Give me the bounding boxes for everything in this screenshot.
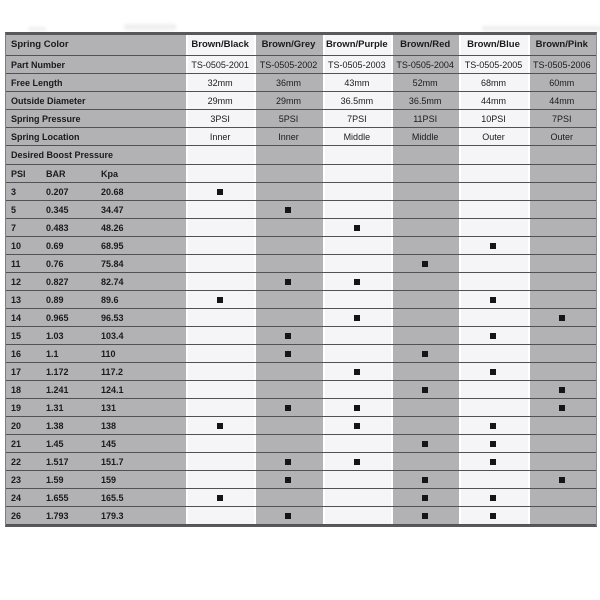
boost-mark-square [559,387,565,393]
kpa-value: 117.2 [96,363,186,381]
mark-cell [528,291,596,309]
mark-cell [391,399,459,417]
mark-cell [528,255,596,273]
spec-value: 7PSI [528,110,596,128]
mark-cell [186,327,254,345]
bar-value: 1.655 [41,489,96,507]
spec-value: 29mm [254,92,322,110]
boost-row-5psi [6,201,596,219]
mark-cell [254,309,322,327]
mark-cell [391,309,459,327]
mark-cell [391,273,459,291]
spec-value: 43mm [323,74,391,92]
spec-value: TS-0505-2001 [186,56,254,74]
empty-cell [459,146,527,165]
mark-cell [323,309,391,327]
kpa-value: 124.1 [96,381,186,399]
boost-mark-square [490,333,496,339]
boost-row-20psi [6,417,596,435]
bar-value: 0.345 [41,201,96,219]
mark-cell [391,183,459,201]
column-header-brown-black: Brown/Black [186,35,254,56]
kpa-value: 75.84 [96,255,186,273]
psi-value: 13 [6,291,41,309]
mark-cell [186,417,254,435]
spec-value: Outer [528,128,596,146]
boost-mark-square [285,279,291,285]
mark-cell [254,291,322,309]
bar-value: 1.45 [41,435,96,453]
spec-row-part-number [6,56,596,74]
psi-value: 5 [6,201,41,219]
mark-cell [186,453,254,471]
spec-value: TS-0505-2002 [254,56,322,74]
mark-cell [391,471,459,489]
psi-value: 12 [6,273,41,291]
mark-cell [528,489,596,507]
spec-value: Middle [323,128,391,146]
mark-cell [323,273,391,291]
boost-mark-square [422,441,428,447]
kpa-value: 145 [96,435,186,453]
mark-cell [186,291,254,309]
bar-value: 1.1 [41,345,96,363]
boost-mark-square [559,477,565,483]
spec-value: 60mm [528,74,596,92]
mark-cell [391,201,459,219]
psi-value: 21 [6,435,41,453]
mark-cell [528,363,596,381]
mark-cell [528,435,596,453]
mark-cell [528,183,596,201]
psi-value: 14 [6,309,41,327]
spec-value: 10PSI [459,110,527,128]
mark-cell [459,435,527,453]
empty-cell [391,146,459,165]
row-label-outside-diameter: Outside Diameter [6,92,186,110]
mark-cell [528,309,596,327]
unit-header-bar: BAR [41,165,96,183]
kpa-value: 179.3 [96,507,186,525]
mark-cell [254,399,322,417]
bar-value: 1.241 [41,381,96,399]
boost-mark-square [490,495,496,501]
mark-cell [186,381,254,399]
spec-row-spring-location [6,128,596,146]
boost-row-18psi [6,381,596,399]
mark-cell [186,399,254,417]
spec-value: Inner [254,128,322,146]
bar-value: 0.965 [41,309,96,327]
mark-cell [528,453,596,471]
desired-boost-pressure-label: Desired Boost Pressure [6,146,186,165]
empty-cell [254,165,322,183]
spec-row-outside-diameter [6,92,596,110]
empty-cell [459,165,527,183]
mark-cell [459,183,527,201]
mark-cell [528,345,596,363]
boost-mark-square [217,297,223,303]
boost-row-10psi [6,237,596,255]
boost-mark-square [354,225,360,231]
psi-value: 11 [6,255,41,273]
bar-value: 1.38 [41,417,96,435]
boost-mark-square [490,423,496,429]
boost-row-24psi [6,489,596,507]
mark-cell [459,219,527,237]
mark-cell [254,363,322,381]
spec-value: 44mm [528,92,596,110]
bar-value: 0.76 [41,255,96,273]
mark-cell [323,237,391,255]
spec-value: 36mm [254,74,322,92]
bar-value: 1.03 [41,327,96,345]
boost-mark-square [354,423,360,429]
spec-value: Middle [391,128,459,146]
psi-value: 23 [6,471,41,489]
boost-mark-square [490,243,496,249]
spec-value: TS-0505-2005 [459,56,527,74]
mark-cell [323,345,391,363]
boost-mark-square [285,405,291,411]
boost-mark-square [422,495,428,501]
bar-value: 0.483 [41,219,96,237]
psi-value: 15 [6,327,41,345]
mark-cell [391,255,459,273]
mark-cell [528,399,596,417]
mark-cell [459,291,527,309]
psi-value: 7 [6,219,41,237]
mark-cell [391,507,459,525]
column-header-brown-pink: Brown/Pink [528,35,596,56]
mark-cell [391,363,459,381]
mark-cell [323,417,391,435]
boost-row-7psi [6,219,596,237]
mark-cell [528,381,596,399]
mark-cell [323,363,391,381]
mark-cell [459,327,527,345]
empty-cell [528,146,596,165]
boost-mark-square [422,261,428,267]
mark-cell [459,489,527,507]
mark-cell [528,471,596,489]
boost-mark-square [354,405,360,411]
spec-value: 36.5mm [391,92,459,110]
bar-value: 1.172 [41,363,96,381]
mark-cell [254,201,322,219]
mark-cell [459,309,527,327]
spec-value: 29mm [186,92,254,110]
mark-cell [254,381,322,399]
boost-row-14psi [6,309,596,327]
empty-cell [391,165,459,183]
mark-cell [186,237,254,255]
mark-cell [186,507,254,525]
boost-row-13psi [6,291,596,309]
boost-mark-square [559,405,565,411]
mark-cell [323,381,391,399]
mark-cell [391,327,459,345]
empty-cell [323,146,391,165]
kpa-value: 165.5 [96,489,186,507]
mark-cell [528,273,596,291]
bar-value: 1.517 [41,453,96,471]
mark-cell [459,363,527,381]
boost-mark-square [422,387,428,393]
boost-mark-square [354,369,360,375]
kpa-value: 110 [96,345,186,363]
boost-mark-square [422,477,428,483]
kpa-value: 20.68 [96,183,186,201]
boost-row-15psi [6,327,596,345]
boost-mark-square [490,513,496,519]
boost-mark-square [422,513,428,519]
psi-value: 24 [6,489,41,507]
boost-mark-square [217,495,223,501]
spec-value: Outer [459,128,527,146]
mark-cell [254,183,322,201]
scan-smudge [28,27,46,31]
boost-mark-square [285,459,291,465]
boost-mark-square [490,441,496,447]
mark-cell [323,327,391,345]
mark-cell [254,255,322,273]
mark-cell [254,237,322,255]
kpa-value: 34.47 [96,201,186,219]
spec-value: Inner [186,128,254,146]
mark-cell [391,345,459,363]
boost-mark-square [354,315,360,321]
row-label-free-length: Free Length [6,74,186,92]
empty-cell [254,146,322,165]
mark-cell [459,399,527,417]
psi-value: 19 [6,399,41,417]
kpa-value: 96.53 [96,309,186,327]
bar-value: 1.59 [41,471,96,489]
spec-value: 68mm [459,74,527,92]
row-label-spring-location: Spring Location [6,128,186,146]
column-header-brown-blue: Brown/Blue [459,35,527,56]
mark-cell [391,291,459,309]
mark-cell [323,255,391,273]
mark-cell [528,417,596,435]
boost-row-22psi [6,453,596,471]
mark-cell [254,327,322,345]
boost-mark-square [285,477,291,483]
mark-cell [254,471,322,489]
mark-cell [459,453,527,471]
psi-value: 17 [6,363,41,381]
scan-smudge [124,24,176,30]
mark-cell [391,237,459,255]
boost-row-21psi [6,435,596,453]
spec-value: TS-0505-2004 [391,56,459,74]
mark-cell [459,471,527,489]
scan-smudge [482,26,600,31]
column-header-row [6,35,596,56]
mark-cell [186,471,254,489]
boost-mark-square [354,279,360,285]
mark-cell [459,417,527,435]
kpa-value: 151.7 [96,453,186,471]
mark-cell [323,435,391,453]
empty-cell [323,165,391,183]
mark-cell [323,399,391,417]
boost-mark-square [285,207,291,213]
kpa-value: 82.74 [96,273,186,291]
boost-row-12psi [6,273,596,291]
mark-cell [254,219,322,237]
mark-cell [186,255,254,273]
kpa-value: 159 [96,471,186,489]
mark-cell [459,345,527,363]
row-label-spring-pressure: Spring Pressure [6,110,186,128]
mark-cell [254,345,322,363]
boost-row-19psi [6,399,596,417]
boost-mark-square [559,315,565,321]
mark-cell [323,183,391,201]
bar-value: 1.793 [41,507,96,525]
column-header-brown-purple: Brown/Purple [323,35,391,56]
mark-cell [528,201,596,219]
bar-value: 0.827 [41,273,96,291]
boost-row-11psi [6,255,596,273]
mark-cell [323,201,391,219]
spec-value: 44mm [459,92,527,110]
boost-mark-square [285,513,291,519]
spec-value: 52mm [391,74,459,92]
boost-row-16psi [6,345,596,363]
mark-cell [186,489,254,507]
mark-cell [528,507,596,525]
mark-cell [391,435,459,453]
spec-value: 3PSI [186,110,254,128]
column-header-brown-grey: Brown/Grey [254,35,322,56]
psi-value: 20 [6,417,41,435]
boost-row-26psi [6,507,596,525]
spring-color-header: Spring Color [6,35,186,56]
boost-mark-square [217,423,223,429]
mark-cell [186,219,254,237]
mark-cell [186,273,254,291]
mark-cell [323,507,391,525]
mark-cell [186,345,254,363]
mark-cell [254,453,322,471]
boost-mark-square [490,459,496,465]
mark-cell [459,201,527,219]
mark-cell [254,507,322,525]
spec-row-free-length [6,74,596,92]
boost-row-3psi [6,183,596,201]
boost-mark-square [354,459,360,465]
boost-mark-square [285,333,291,339]
boost-mark-square [490,369,496,375]
boost-mark-square [422,351,428,357]
mark-cell [323,453,391,471]
kpa-value: 89.6 [96,291,186,309]
unit-header-row [6,165,596,183]
psi-value: 16 [6,345,41,363]
psi-value: 22 [6,453,41,471]
empty-cell [528,165,596,183]
psi-value: 10 [6,237,41,255]
mark-cell [391,453,459,471]
mark-cell [528,327,596,345]
mark-cell [528,219,596,237]
spec-row-spring-pressure [6,110,596,128]
empty-cell [186,146,254,165]
bar-value: 0.69 [41,237,96,255]
mark-cell [459,255,527,273]
kpa-value: 131 [96,399,186,417]
mark-cell [459,381,527,399]
kpa-value: 48.26 [96,219,186,237]
psi-value: 18 [6,381,41,399]
mark-cell [391,219,459,237]
psi-value: 3 [6,183,41,201]
desired-boost-pressure-row [6,146,596,165]
spec-value: 7PSI [323,110,391,128]
mark-cell [459,507,527,525]
boost-mark-square [490,297,496,303]
bar-value: 0.207 [41,183,96,201]
spec-value: TS-0505-2006 [528,56,596,74]
boost-row-17psi [6,363,596,381]
mark-cell [254,273,322,291]
spec-value: 36.5mm [323,92,391,110]
mark-cell [254,417,322,435]
mark-cell [391,417,459,435]
mark-cell [459,237,527,255]
mark-cell [459,273,527,291]
spec-value: 32mm [186,74,254,92]
spec-value: TS-0505-2003 [323,56,391,74]
bar-value: 1.31 [41,399,96,417]
boost-mark-square [285,351,291,357]
mark-cell [186,435,254,453]
column-header-brown-red: Brown/Red [391,35,459,56]
mark-cell [528,237,596,255]
mark-cell [391,381,459,399]
kpa-value: 138 [96,417,186,435]
mark-cell [323,471,391,489]
row-label-part-number: Part Number [6,56,186,74]
psi-value: 26 [6,507,41,525]
kpa-value: 68.95 [96,237,186,255]
empty-cell [186,165,254,183]
spec-value: 11PSI [391,110,459,128]
boost-mark-square [217,189,223,195]
mark-cell [186,201,254,219]
mark-cell [323,489,391,507]
bar-value: 0.89 [41,291,96,309]
mark-cell [323,291,391,309]
mark-cell [254,489,322,507]
mark-cell [186,183,254,201]
boost-row-23psi [6,471,596,489]
spec-value: 5PSI [254,110,322,128]
unit-header-kpa: Kpa [96,165,186,183]
unit-header-psi: PSI [6,165,41,183]
spring-spec-table [5,32,597,527]
mark-cell [323,219,391,237]
kpa-value: 103.4 [96,327,186,345]
mark-cell [186,363,254,381]
mark-cell [254,435,322,453]
mark-cell [391,489,459,507]
mark-cell [186,309,254,327]
